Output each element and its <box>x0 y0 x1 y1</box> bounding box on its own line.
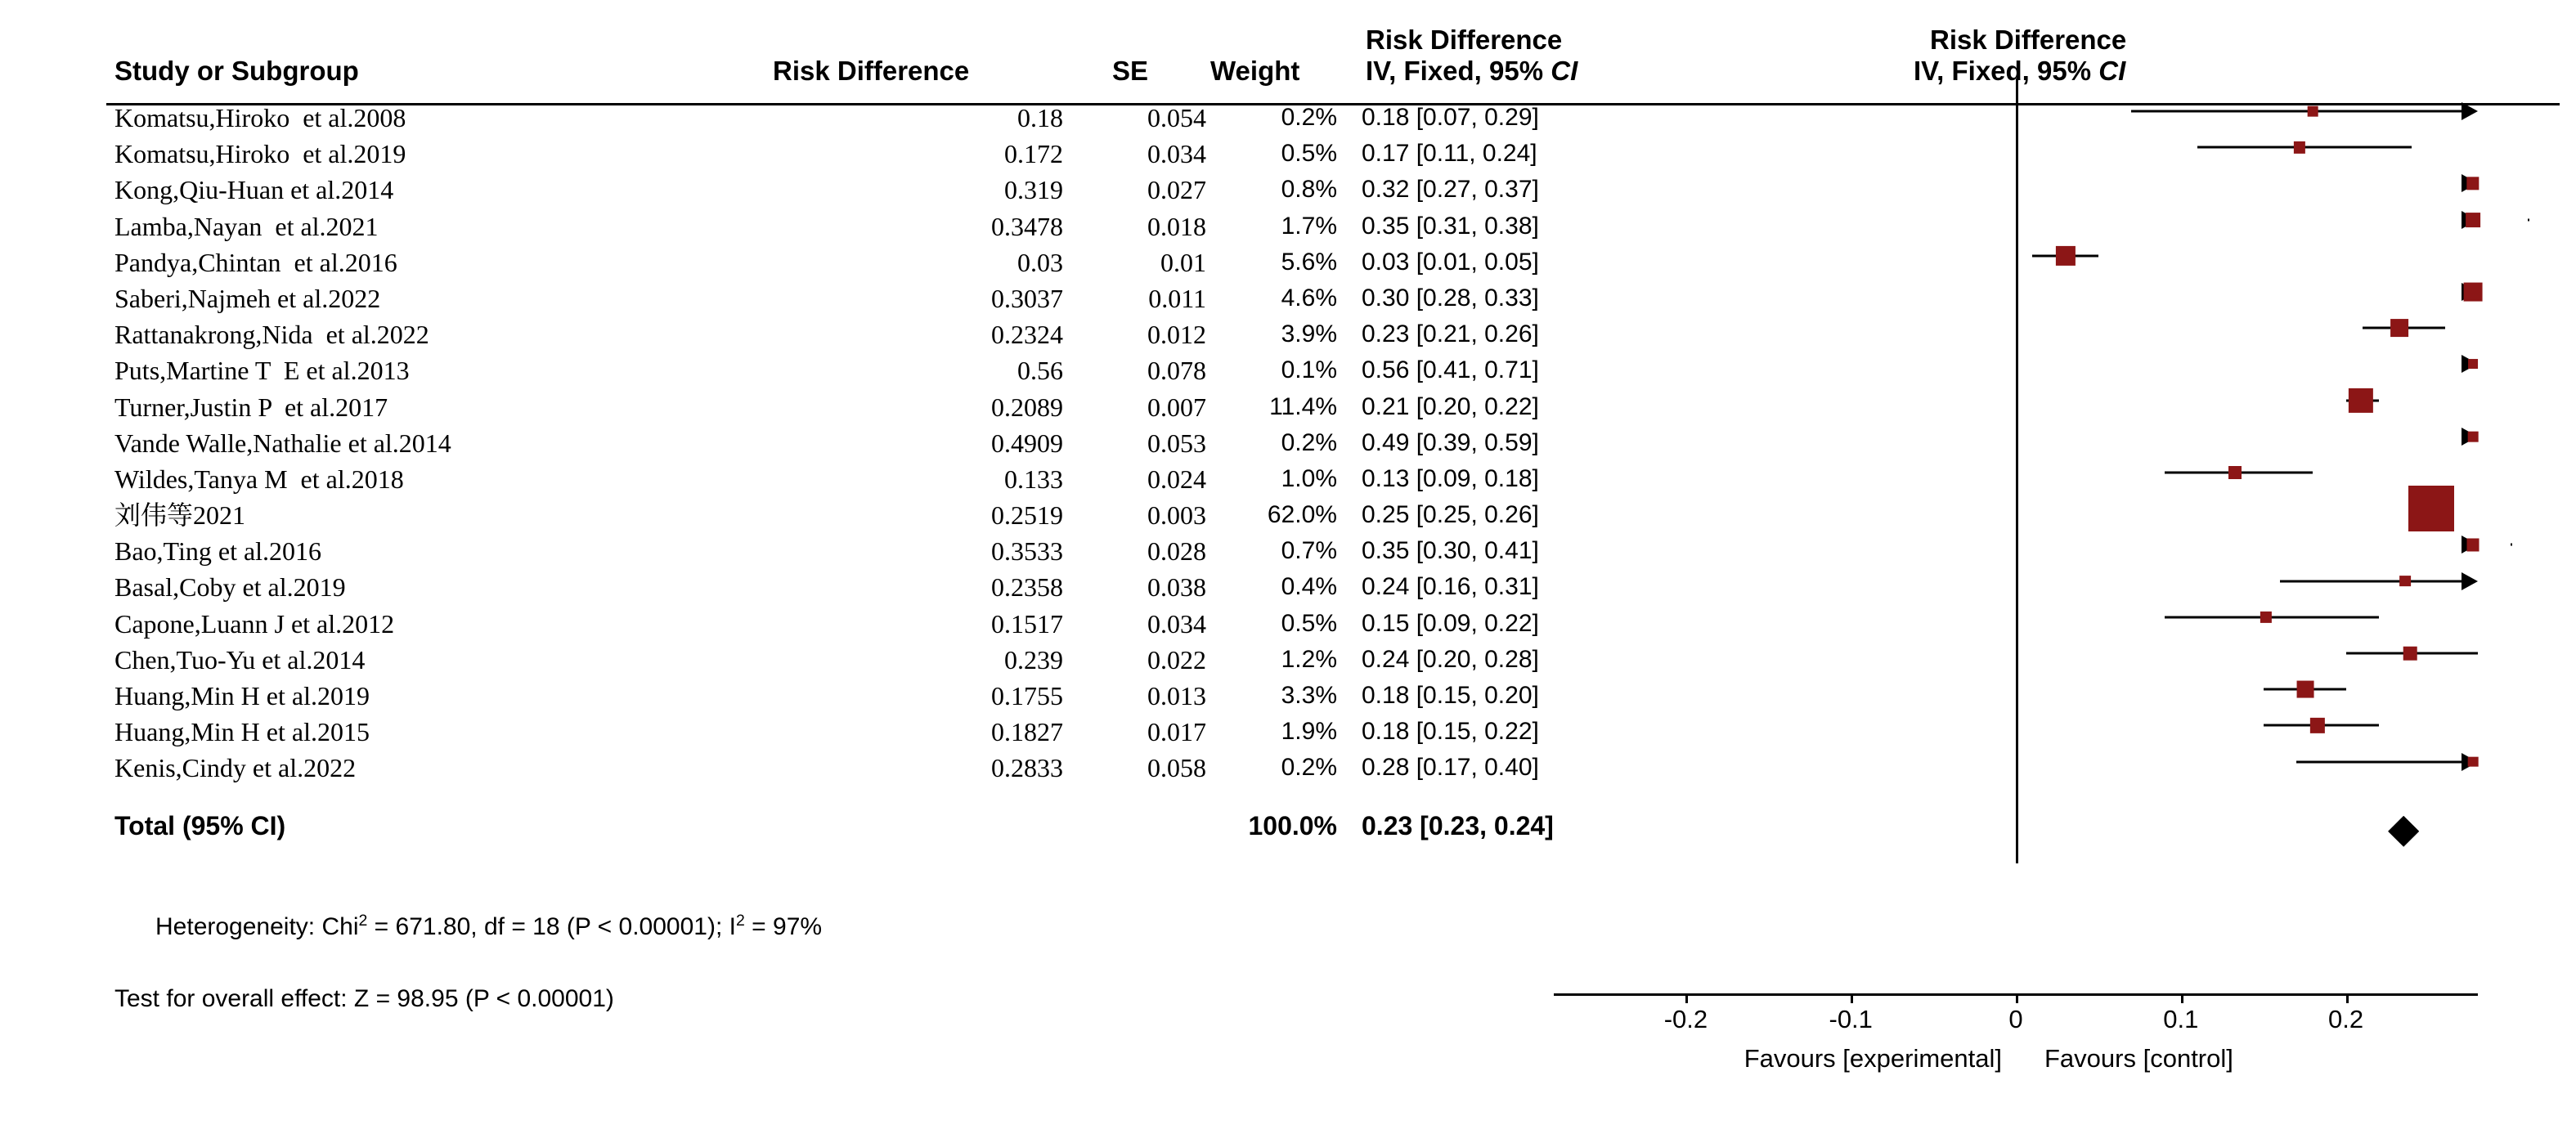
cell-study-name: Capone,Luann J et al.2012 <box>114 608 395 639</box>
study-marker-row <box>1554 744 2478 780</box>
cell-weight: 1.0% <box>1281 464 1337 492</box>
study-marker-row <box>1554 346 2478 382</box>
cell-risk-difference: 0.03 <box>1017 247 1063 277</box>
cell-risk-difference: 0.2519 <box>991 500 1063 531</box>
study-marker-row <box>1554 383 2478 419</box>
column-header-method-sub: IV, Fixed, 95% CI <box>1366 56 1578 86</box>
column-header-weight: Weight <box>1210 56 1300 86</box>
cell-weight: 5.6% <box>1281 248 1337 276</box>
cell-se: 0.017 <box>1147 717 1206 747</box>
cell-se: 0.007 <box>1147 392 1206 422</box>
cell-ci: 0.56 [0.41, 0.71] <box>1362 356 1539 384</box>
cell-study-name: Saberi,Najmeh et al.2022 <box>114 283 381 313</box>
cell-ci: 0.17 [0.11, 0.24] <box>1362 140 1537 168</box>
cell-risk-difference: 0.2089 <box>991 392 1063 422</box>
cell-study-name: Chen,Tuo-Yu et al.2014 <box>114 644 366 675</box>
heterogeneity-line: Heterogeneity: Chi$^2$ = 671.80, df = 18 (P < 0.00001); $I^2 = 97\%$ <box>155 911 823 940</box>
effect-estimate-marker <box>2464 283 2483 302</box>
effect-estimate-marker <box>2055 246 2075 266</box>
effect-estimate-marker <box>2294 141 2305 153</box>
effect-estimate-marker <box>2466 177 2479 190</box>
cell-risk-difference: 0.2358 <box>991 572 1063 603</box>
cell-weight: 1.7% <box>1281 212 1337 240</box>
effect-estimate-marker <box>2228 466 2242 479</box>
cell-se: 0.054 <box>1147 103 1206 132</box>
effect-estimate-marker <box>2390 319 2408 337</box>
effect-estimate-marker <box>2297 681 2314 698</box>
ci-arrow-icon <box>2462 102 2478 120</box>
cell-study-name: Komatsu,Hiroko et al.2008 <box>114 103 406 132</box>
cell-risk-difference: 0.1517 <box>991 608 1063 639</box>
study-marker-row <box>1554 707 2478 743</box>
study-marker-row <box>1554 202 2478 238</box>
study-marker-row <box>1554 563 2478 599</box>
total-label: Total (95% CI) <box>114 810 286 840</box>
cell-study-name: Huang,Min H et al.2019 <box>114 681 370 710</box>
cell-weight: 0.4% <box>1281 573 1337 601</box>
confidence-interval-bar <box>2511 544 2512 546</box>
cell-ci: 0.35 [0.31, 0.38] <box>1362 212 1539 240</box>
cell-se: 0.038 <box>1147 572 1206 603</box>
total-weight: 100.0% <box>1248 810 1337 840</box>
confidence-interval-bar <box>2296 760 2463 763</box>
axis-tick <box>2016 993 2018 1003</box>
cell-ci: 0.15 [0.09, 0.22] <box>1362 609 1539 637</box>
study-marker-row <box>1554 455 2478 491</box>
column-header-study: Study or Subgroup <box>114 56 359 86</box>
cell-se: 0.018 <box>1147 211 1206 241</box>
cell-study-name: Pandya,Chintan et al.2016 <box>114 247 397 277</box>
confidence-interval-bar <box>2280 580 2463 582</box>
cell-ci: 0.25 [0.25, 0.26] <box>1362 501 1539 529</box>
effect-estimate-marker <box>2348 388 2372 413</box>
plot-header-sub: IV, Fixed, 95% CI <box>1914 56 2126 86</box>
cell-weight: 0.5% <box>1281 140 1337 168</box>
cell-risk-difference: 0.2324 <box>991 320 1063 350</box>
cell-weight: 1.2% <box>1281 645 1337 673</box>
axis-tick-label: -0.1 <box>1829 1005 1873 1033</box>
cell-study-name: Kong,Qiu-Huan et al.2014 <box>114 175 394 205</box>
column-header-method-title: Risk Difference <box>1366 25 1563 55</box>
cell-weight: 3.3% <box>1281 682 1337 709</box>
plot-header-title: Risk Difference <box>1930 25 2127 55</box>
cell-se: 0.011 <box>1148 283 1206 313</box>
cell-se: 0.003 <box>1147 500 1206 531</box>
favours-control-label: Favours [control] <box>2044 1044 2233 1073</box>
cell-weight: 3.9% <box>1281 320 1337 348</box>
effect-estimate-marker <box>2468 756 2479 767</box>
effect-estimate-marker <box>2260 612 2272 623</box>
cell-study-name: Bao,Ting et al.2016 <box>114 536 322 567</box>
axis-tick <box>2346 993 2349 1003</box>
cell-risk-difference: 0.1755 <box>991 681 1063 710</box>
confidence-interval-bar <box>2131 110 2463 113</box>
cell-weight: 0.7% <box>1281 537 1337 565</box>
study-marker-row <box>1554 93 2478 129</box>
cell-ci: 0.35 [0.30, 0.41] <box>1362 537 1539 565</box>
axis-tick-label: 0.2 <box>2328 1005 2364 1033</box>
cell-risk-difference: 0.239 <box>1004 644 1063 675</box>
study-marker-row <box>1554 599 2478 635</box>
cell-study-name: 刘伟等2021 <box>114 500 246 531</box>
cell-ci: 0.18 [0.07, 0.29] <box>1362 104 1539 131</box>
cell-risk-difference: 0.2833 <box>991 753 1063 783</box>
confidence-interval-bar <box>2528 218 2529 221</box>
plot-area <box>1554 78 2478 937</box>
study-marker-row <box>1554 129 2478 165</box>
study-marker-row <box>1554 527 2478 563</box>
cell-ci: 0.13 [0.09, 0.18] <box>1362 464 1539 492</box>
cell-se: 0.034 <box>1147 139 1206 169</box>
cell-ci: 0.49 [0.39, 0.59] <box>1362 428 1539 456</box>
column-header-risk-difference: Risk Difference <box>773 56 970 86</box>
cell-se: 0.078 <box>1147 356 1206 386</box>
cell-study-name: Huang,Min H et al.2015 <box>114 717 370 747</box>
cell-se: 0.053 <box>1147 428 1206 458</box>
cell-ci: 0.03 [0.01, 0.05] <box>1362 248 1539 276</box>
cell-weight: 0.2% <box>1281 428 1337 456</box>
axis-tick <box>1685 993 1688 1003</box>
effect-estimate-marker <box>2408 486 2454 531</box>
column-header-se: SE <box>1112 56 1149 86</box>
effect-estimate-marker <box>2310 718 2325 733</box>
cell-ci: 0.24 [0.16, 0.31] <box>1362 573 1539 601</box>
cell-weight: 4.6% <box>1281 284 1337 312</box>
cell-weight: 62.0% <box>1267 501 1337 529</box>
cell-study-name: Rattanakrong,Nida et al.2022 <box>114 320 429 350</box>
effect-estimate-marker <box>2466 213 2480 227</box>
total-effect-diamond <box>2388 816 2419 847</box>
cell-se: 0.028 <box>1147 536 1206 567</box>
cell-ci: 0.32 [0.27, 0.37] <box>1362 176 1539 204</box>
cell-risk-difference: 0.3533 <box>991 536 1063 567</box>
axis-tick-label: -0.2 <box>1663 1005 1708 1033</box>
cell-weight: 0.5% <box>1281 609 1337 637</box>
overall-effect-line: Test for overall effect: Z = 98.95 (P < 0.00001) <box>114 984 614 1012</box>
study-marker-row <box>1554 310 2478 346</box>
cell-risk-difference: 0.4909 <box>991 428 1063 458</box>
cell-study-name: Puts,Martine T E et al.2013 <box>114 356 410 386</box>
study-marker-row <box>1554 274 2478 310</box>
cell-weight: 0.1% <box>1281 356 1337 384</box>
cell-weight: 0.8% <box>1281 176 1337 204</box>
cell-risk-difference: 0.56 <box>1017 356 1063 386</box>
cell-se: 0.01 <box>1160 247 1206 277</box>
cell-weight: 11.4% <box>1269 392 1337 420</box>
cell-se: 0.013 <box>1147 681 1206 710</box>
effect-estimate-marker <box>2403 647 2417 661</box>
cell-study-name: Vande Walle,Nathalie et al.2014 <box>114 428 451 458</box>
cell-se: 0.027 <box>1147 175 1206 205</box>
cell-study-name: Kenis,Cindy et al.2022 <box>114 753 357 783</box>
cell-ci: 0.21 [0.20, 0.22] <box>1362 392 1539 420</box>
cell-se: 0.022 <box>1147 644 1206 675</box>
cell-study-name: Basal,Coby et al.2019 <box>114 572 346 603</box>
cell-ci: 0.23 [0.21, 0.26] <box>1362 320 1539 348</box>
x-axis <box>1554 993 2478 1100</box>
study-marker-row <box>1554 491 2478 527</box>
cell-se: 0.034 <box>1147 608 1206 639</box>
effect-estimate-marker <box>2466 539 2479 551</box>
cell-study-name: Komatsu,Hiroko et al.2019 <box>114 139 406 169</box>
cell-ci: 0.28 [0.17, 0.40] <box>1362 754 1539 782</box>
axis-tick <box>2181 993 2183 1003</box>
effect-estimate-marker <box>2468 432 2479 442</box>
cell-weight: 0.2% <box>1281 104 1337 131</box>
axis-tick-label: 0 <box>2008 1005 2023 1033</box>
cell-risk-difference: 0.319 <box>1004 175 1063 205</box>
cell-risk-difference: 0.3478 <box>991 211 1063 241</box>
effect-estimate-marker <box>2468 360 2478 370</box>
cell-risk-difference: 0.172 <box>1004 139 1063 169</box>
cell-study-name: Wildes,Tanya M et al.2018 <box>114 464 404 494</box>
cell-ci: 0.18 [0.15, 0.22] <box>1362 718 1539 746</box>
axis-tick-label: 0.1 <box>2163 1005 2199 1033</box>
total-ci: 0.23 [0.23, 0.24] <box>1362 810 1554 840</box>
ci-arrow-icon <box>2462 572 2478 590</box>
effect-estimate-marker <box>2399 576 2411 587</box>
study-marker-row <box>1554 419 2478 455</box>
study-marker-row <box>1554 635 2478 671</box>
study-marker-row <box>1554 165 2478 201</box>
cell-se: 0.024 <box>1147 464 1206 494</box>
cell-risk-difference: 0.1827 <box>991 717 1063 747</box>
cell-se: 0.058 <box>1147 753 1206 783</box>
cell-weight: 0.2% <box>1281 754 1337 782</box>
cell-risk-difference: 0.3037 <box>991 283 1063 313</box>
cell-risk-difference: 0.18 <box>1017 103 1063 132</box>
axis-tick <box>1851 993 1853 1003</box>
study-marker-row <box>1554 238 2478 274</box>
favours-experimental-label: Favours [experimental] <box>1744 1044 2002 1073</box>
cell-se: 0.012 <box>1147 320 1206 350</box>
cell-study-name: Turner,Justin P et al.2017 <box>114 392 388 422</box>
cell-study-name: Lamba,Nayan et al.2021 <box>114 211 379 241</box>
cell-ci: 0.18 [0.15, 0.20] <box>1362 682 1539 709</box>
study-marker-row <box>1554 671 2478 707</box>
cell-risk-difference: 0.133 <box>1004 464 1063 494</box>
effect-estimate-marker <box>2308 106 2318 117</box>
cell-ci: 0.30 [0.28, 0.33] <box>1362 284 1539 312</box>
cell-weight: 1.9% <box>1281 718 1337 746</box>
cell-ci: 0.24 [0.20, 0.28] <box>1362 645 1539 673</box>
